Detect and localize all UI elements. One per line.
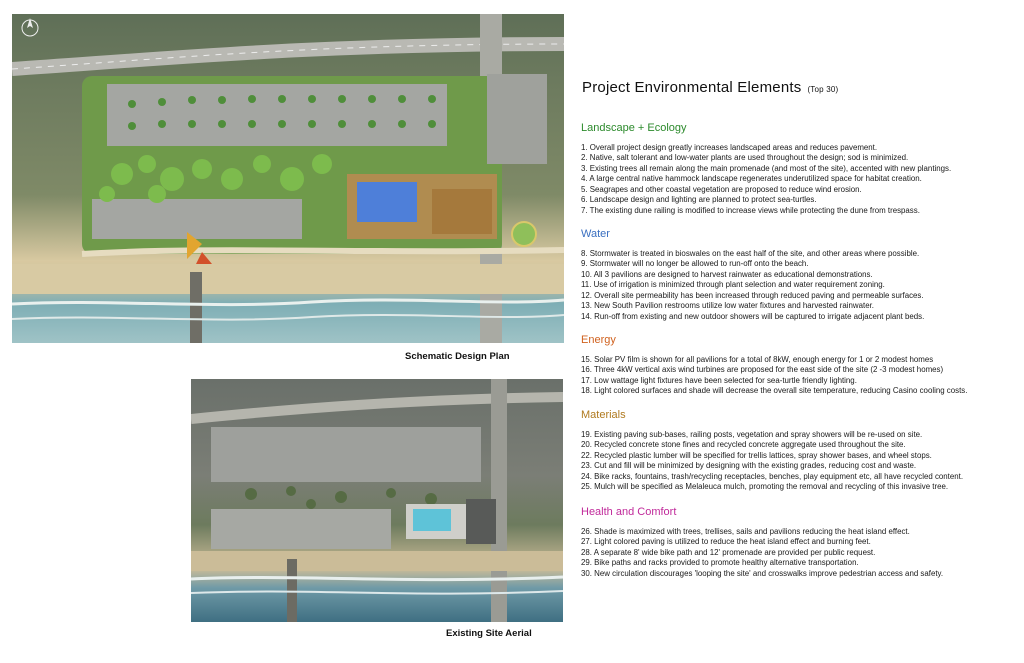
page-title xyxy=(582,79,838,96)
list-item: 19. Existing paving sub-bases, railing posts, vegetation and spray showers will be re-used on site. xyxy=(581,430,923,439)
list-item: 13. New South Pavilion restrooms utilize low water fixtures and harvested rainwater. xyxy=(581,301,874,311)
list-item: 14. Run-off from existing and new outdoor showers will be captured to irrigate adjacent plant beds. xyxy=(581,311,925,321)
section-heading: Materials xyxy=(581,409,626,421)
section-list xyxy=(581,143,1021,216)
list-item: 25. Mulch will be specified as Melaleuca mulch, promoting the removal and recycling of this invasive tree. xyxy=(581,482,949,492)
page-subtitle: (Top 30) xyxy=(807,85,839,94)
section-materials xyxy=(581,409,1021,493)
section-heading: Water xyxy=(581,228,610,240)
aerial-caption: Existing Site Aerial xyxy=(446,628,532,639)
list-item: 7. The existing dune railing is modified to increase views while protecting the dune from trespass. xyxy=(581,205,920,215)
section-landscape-ecology xyxy=(581,122,1021,216)
page-title-text: Project Environmental Elements xyxy=(582,79,802,96)
list-item: 1. Overall project design greatly increases landscaped areas and reduces pavement. xyxy=(581,143,878,152)
list-item: 9. Stormwater will no longer be allowed to run-off onto the beach. xyxy=(581,259,809,269)
list-item: 3. Existing trees all remain along the main promenade (and most of the site), accented with new plantings. xyxy=(581,163,952,173)
list-item: 11. Use of irrigation is minimized through plant selection and water requirement zoning. xyxy=(581,280,885,290)
list-item: 15. Solar PV film is shown for all pavilions for a total of 8kW, enough energy for 1 or 2 modest homes xyxy=(581,355,934,364)
list-item: 20. Recycled concrete stone fines and recycled concrete aggregate used throughout the site. xyxy=(581,440,906,450)
section-water xyxy=(581,228,1021,322)
list-item: 4. A large central native hammock landscape regenerates underutilized space for habitat creation. xyxy=(581,174,922,184)
section-health-comfort xyxy=(581,506,1021,579)
list-item: 6. Landscape design and lighting are planned to protect sea-turtles. xyxy=(581,195,817,205)
list-item: 26. Shade is maximized with trees, trellises, sails and pavilions reducing the heat island effect. xyxy=(581,527,910,536)
list-item: 22. Recycled plastic lumber will be specified for trellis lattices, spray shower bases, and wheel stops. xyxy=(581,450,932,460)
section-heading: Landscape + Ecology xyxy=(581,122,687,134)
existing-site-aerial-image xyxy=(191,379,563,622)
north-arrow-icon xyxy=(22,18,38,36)
section-list xyxy=(581,527,1021,579)
list-item: 10. All 3 pavilions are designed to harvest rainwater as educational demonstrations. xyxy=(581,269,873,279)
list-item: 27. Light colored paving is utilized to reduce the heat island effect and burning feet. xyxy=(581,537,871,547)
list-item: 2. Native, salt tolerant and low-water plants are used throughout the design; sod is minimized. xyxy=(581,153,909,163)
section-heading: Energy xyxy=(581,334,616,346)
plan-caption: Schematic Design Plan xyxy=(405,351,510,362)
list-item: 16. Three 4kW vertical axis wind turbines are proposed for the east side of the site (2 -3 modest homes) xyxy=(581,365,944,375)
section-energy xyxy=(581,334,1021,397)
list-item: 17. Low wattage light fixtures have been selected for sea-turtle friendly lighting. xyxy=(581,375,857,385)
list-item: 24. Bike racks, fountains, trash/recycling receptacles, benches, play equipment etc, all have recycled content. xyxy=(581,471,964,481)
list-item: 12. Overall site permeability has been increased through reduced paving and permeable surfaces. xyxy=(581,290,924,300)
section-list xyxy=(581,430,1021,493)
list-item: 23. Cut and fill will be minimized by designing with the existing grades, reducing cost and waste. xyxy=(581,461,917,471)
list-item: 30. New circulation discourages 'looping the site' and crosswalks improve pedestrian access and safety. xyxy=(581,568,944,578)
list-item: 5. Seagrapes and other coastal vegetation are proposed to reduce wind erosion. xyxy=(581,184,862,194)
list-item: 28. A separate 8' wide bike path and 12' promenade are provided per public request. xyxy=(581,547,876,557)
section-heading: Health and Comfort xyxy=(581,506,677,518)
list-item: 18. Light colored surfaces and shade will decrease the overall site temperature, reducing Casino cooling costs. xyxy=(581,386,968,396)
section-list xyxy=(581,249,1021,322)
list-item: 29. Bike paths and racks provided to promote healthy alternative transportation. xyxy=(581,558,859,568)
section-list xyxy=(581,355,1021,397)
schematic-design-plan-image xyxy=(12,14,564,343)
list-item: 8. Stormwater is treated in bioswales on the east half of the site, and other areas where possible. xyxy=(581,249,920,258)
